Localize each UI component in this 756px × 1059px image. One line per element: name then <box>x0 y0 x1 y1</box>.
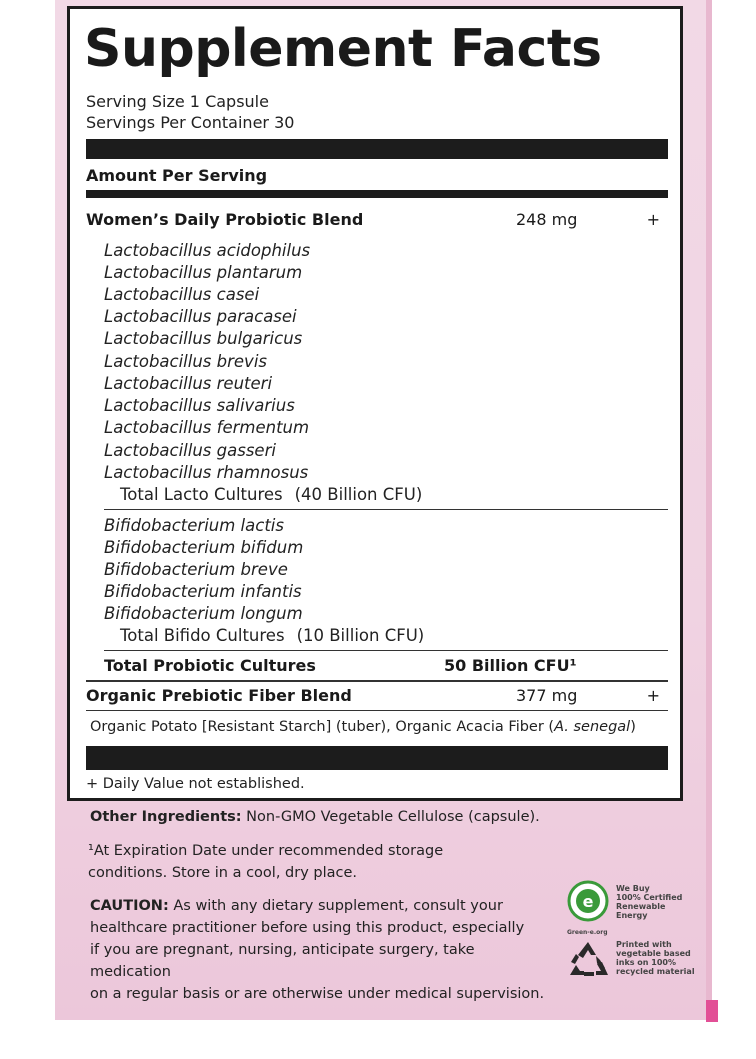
bifido-strain: Bifidobacterium breve <box>104 560 288 579</box>
blend2-amount: 377 mg <box>516 686 578 705</box>
lacto-strain: Lactobacillus brevis <box>104 352 268 371</box>
carton-edge-accent <box>706 1000 718 1022</box>
carton-edge <box>706 0 712 1020</box>
other-ingredients: Other Ingredients: Non-GMO Vegetable Cellulose (capsule). <box>90 809 540 825</box>
green-e-badge-icon <box>565 880 611 928</box>
serving-size: Serving Size 1 Capsule <box>86 92 269 111</box>
lacto-strain: Lactobacillus bulgaricus <box>104 329 303 348</box>
total-probiotic-name: Total Probiotic Cultures <box>104 656 316 675</box>
caution-text: CAUTION: As with any dietary supplement, consult your healthcare practitioner before using this product, especially if you are pregnant, nursing, anticipate surgery, take medication on a regular basis or are otherwise under medical supervision. <box>90 898 545 1002</box>
blend1-dv: + <box>646 210 660 229</box>
blend2-dv: + <box>646 686 660 705</box>
total-probiotic-amount: 50 Billion CFU¹ <box>444 656 577 675</box>
lacto-strain: Lactobacillus fermentum <box>104 418 310 437</box>
thick-divider <box>86 139 668 159</box>
lacto-strain: Lactobacillus reuteri <box>104 374 273 393</box>
blend2-row <box>86 685 668 707</box>
thin-divider <box>86 710 668 711</box>
blend2-name: Organic Prebiotic Fiber Blend <box>86 686 352 705</box>
lacto-strain: Lactobacillus casei <box>104 285 260 304</box>
servings-per-container: Servings Per Container 30 <box>86 113 295 132</box>
bifido-total: Total Bifido Cultures (10 Billion CFU) <box>120 626 425 645</box>
lacto-strain: Lactobacillus paracasei <box>104 307 297 326</box>
bifido-strain: Bifidobacterium bifidum <box>104 538 304 557</box>
lacto-strain: Lactobacillus gasseri <box>104 441 276 460</box>
blend1-name: Women’s Daily Probiotic Blend <box>86 210 364 229</box>
blend2-ingredients: Organic Potato [Resistant Starch] (tuber), Organic Acacia Fiber (A. senegal) <box>90 719 636 735</box>
panel-title: Supplement Facts <box>84 19 602 79</box>
lacto-strain: Lactobacillus plantarum <box>104 263 303 282</box>
green-e-text: We Buy 100% Certified Renewable Energy <box>616 884 683 920</box>
lacto-total: Total Lacto Cultures (40 Billion CFU) <box>120 485 423 504</box>
thin-divider <box>104 509 668 510</box>
bifido-strain: Bifidobacterium lactis <box>104 516 284 535</box>
lacto-strain: Lactobacillus acidophilus <box>104 241 311 260</box>
lacto-strain: Lactobacillus salivarius <box>104 396 295 415</box>
bifido-strain: Bifidobacterium longum <box>104 604 303 623</box>
supplement-facts-panel <box>67 6 683 801</box>
expiration-note: ¹At Expiration Date under recommended storage conditions. Store in a cool, dry place. <box>88 843 444 881</box>
bifido-strain: Bifidobacterium infantis <box>104 582 302 601</box>
amount-per-serving: Amount Per Serving <box>86 166 268 185</box>
dv-note: + Daily Value not established. <box>86 776 305 792</box>
green-e-site: Green-e.org <box>567 929 608 936</box>
bottom-thick-divider <box>86 746 668 770</box>
blend1-amount: 248 mg <box>516 210 578 229</box>
svg-text:e: e <box>582 892 594 911</box>
recycle-text: Printed with vegetable based inks on 100% recycled material <box>616 940 695 976</box>
recycle-icon <box>566 940 610 980</box>
lacto-strain: Lactobacillus rhamnosus <box>104 463 309 482</box>
total-probiotic-row <box>104 655 668 677</box>
thin-divider <box>104 650 668 651</box>
divider <box>86 680 668 682</box>
blend1-row <box>86 209 668 231</box>
medium-divider <box>86 190 668 198</box>
